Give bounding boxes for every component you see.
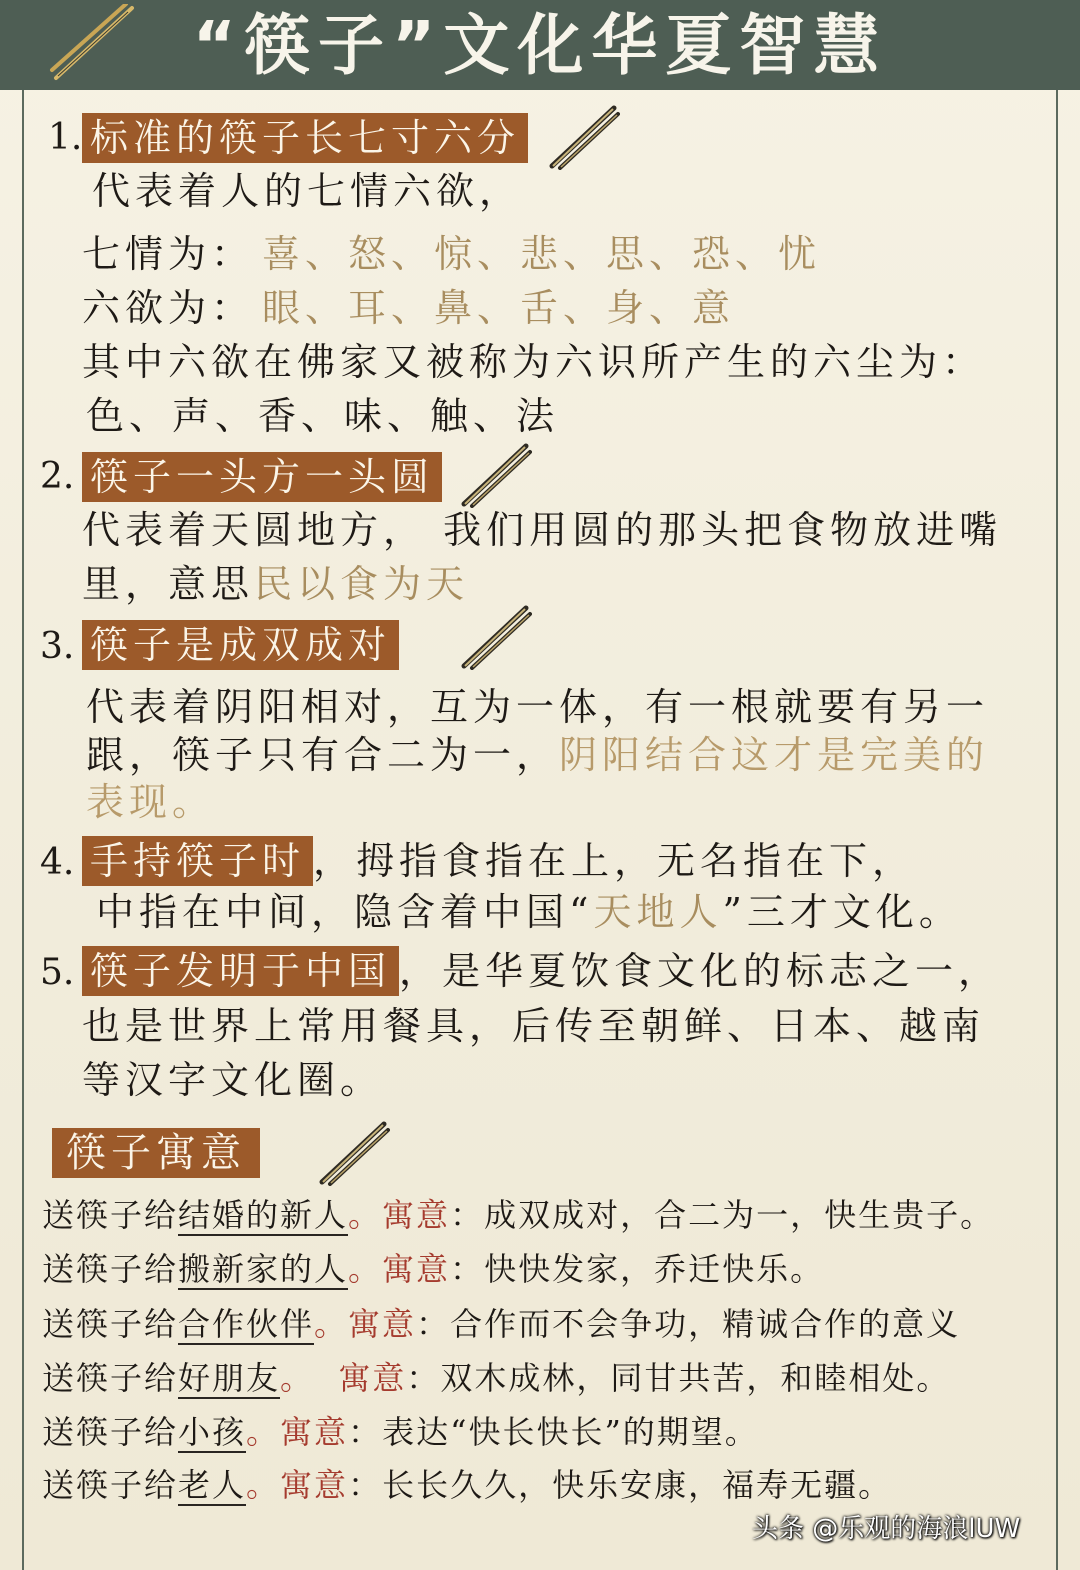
text-line: 代表着人的七情六欲，	[92, 169, 523, 213]
gift-colon: ：	[450, 1196, 485, 1234]
gift-line	[42, 1302, 960, 1346]
gift-meaning-label: 寓意	[382, 1250, 451, 1288]
text-line	[82, 283, 735, 333]
section-heading	[82, 452, 442, 502]
gift-separator: 。	[246, 1466, 281, 1504]
chopsticks-icon	[460, 604, 532, 670]
chopsticks-icon	[548, 104, 620, 170]
section-heading-label: 筷子发明于中国	[82, 946, 399, 996]
chopsticks-icon	[460, 442, 532, 508]
gift-prefix: 送筷子给	[42, 1196, 179, 1234]
text-line: 其中六欲在佛家又被称为六识所产生的六尘为：	[82, 340, 986, 384]
gift-separator: 。	[246, 1413, 281, 1451]
section-heading	[82, 113, 528, 163]
gift-meaning: 长长久久，快乐安康，福寿无疆。	[382, 1466, 893, 1504]
meaning-heading	[52, 1128, 260, 1178]
text-line	[96, 887, 962, 937]
line-highlight: 阴阳结合这才是完美的	[559, 733, 990, 777]
frame-border-right	[1056, 90, 1058, 1570]
gift-meaning-label: 寓意	[280, 1413, 349, 1451]
gift-recipient: 小孩	[178, 1413, 247, 1451]
text-line	[86, 777, 215, 827]
gift-prefix: 送筷子给	[42, 1413, 179, 1451]
text-line	[82, 229, 821, 279]
gift-colon: ：	[406, 1359, 441, 1397]
gift-colon: ：	[348, 1413, 383, 1451]
frame-border-left	[22, 90, 24, 1570]
gift-meaning-label: 寓意	[338, 1359, 407, 1397]
watermark: 头条 @乐观的海浪lUW	[752, 1514, 1021, 1544]
gift-line	[42, 1247, 824, 1291]
gift-meaning-label: 寓意	[280, 1466, 349, 1504]
line-text: 里，意思	[82, 562, 255, 606]
gift-separator: 。	[314, 1305, 349, 1343]
gift-recipient: 结婚的新人	[178, 1196, 349, 1234]
gift-line	[42, 1356, 950, 1400]
gift-colon: ：	[348, 1466, 383, 1504]
gift-recipient: 合作伙伴	[178, 1305, 315, 1343]
gift-meaning: 快快发家，乔迁快乐。	[484, 1250, 825, 1288]
section-heading-label: 标准的筷子长七寸六分	[82, 113, 528, 163]
text-line	[82, 559, 469, 609]
section-heading-label: 手持筷子时	[82, 836, 313, 886]
section-heading-label: 筷子是成双成对	[82, 620, 399, 670]
text-line: 代表着阴阳相对，互为一体，有一根就要有另一	[86, 685, 990, 729]
section-heading	[82, 836, 915, 886]
line-highlight: 表现。	[86, 780, 216, 824]
gift-prefix: 送筷子给	[42, 1359, 179, 1397]
chopsticks-icon	[318, 1120, 390, 1186]
section-heading-label: 筷子一头方一头圆	[82, 452, 442, 502]
page-title: “筷子”文化华夏智慧	[192, 7, 888, 84]
line-label: 七情为：	[82, 232, 255, 276]
gift-meaning-label: 寓意	[382, 1196, 451, 1234]
gift-separator: 。	[348, 1250, 383, 1288]
gift-separator: 。	[280, 1359, 339, 1397]
text-line: 代表着天圆地方， 我们用圆的那头把食物放进嘴	[82, 508, 1003, 552]
gift-line	[42, 1410, 759, 1454]
section-number: 2.	[40, 456, 75, 497]
header-banner	[0, 0, 1080, 90]
line-text: ，是华夏饮食文化的标志之一，	[399, 949, 1002, 993]
gift-recipient: 好朋友	[178, 1359, 281, 1397]
meaning-heading-label: 筷子寓意	[52, 1128, 260, 1178]
line-value: 眼、耳、鼻、舌、身、意	[262, 286, 736, 330]
gift-meaning: 双木成林，同甘共苦，和睦相处。	[440, 1359, 951, 1397]
section-heading	[82, 620, 399, 670]
line-text: 中指在中间，隐含着中国“	[96, 890, 594, 934]
line-label: 六欲为：	[82, 286, 255, 330]
section-number: 3.	[40, 626, 75, 667]
gift-meaning: 表达“快长快长”的期望。	[382, 1413, 759, 1451]
gift-recipient: 老人	[178, 1466, 247, 1504]
text-line	[86, 730, 989, 780]
gift-prefix: 送筷子给	[42, 1305, 179, 1343]
text-line: 等汉字文化圈。	[82, 1058, 384, 1102]
line-text: ”三才文化。	[722, 890, 962, 934]
gift-line	[42, 1463, 892, 1507]
text-line: 也是世界上常用餐具，后传至朝鲜、日本、越南	[82, 1004, 986, 1048]
gift-meaning: 合作而不会争功，精诚合作的意义	[450, 1305, 961, 1343]
gift-separator: 。	[348, 1196, 383, 1234]
gift-prefix: 送筷子给	[42, 1250, 179, 1288]
section-number: 5.	[40, 952, 75, 993]
line-text: 跟，筷子只有合二为一，	[86, 733, 560, 777]
gift-meaning-label: 寓意	[348, 1305, 417, 1343]
text-line: 色、声、香、味、触、法	[86, 394, 560, 438]
gift-line	[42, 1193, 994, 1237]
gift-colon: ：	[416, 1305, 451, 1343]
gift-prefix: 送筷子给	[42, 1466, 179, 1504]
line-highlight: 天地人	[593, 890, 723, 934]
line-highlight: 民以食为天	[254, 562, 470, 606]
gift-meaning: 成双成对，合二为一，快生贵子。	[484, 1196, 995, 1234]
line-value: 喜、怒、惊、悲、思、恐、忧	[262, 232, 822, 276]
line-text: ，拇指食指在上，无名指在下，	[313, 839, 916, 883]
section-heading	[82, 946, 1001, 996]
section-number: 4.	[40, 842, 75, 883]
gift-recipient: 搬新家的人	[178, 1250, 349, 1288]
section-number: 1.	[48, 117, 83, 158]
gift-colon: ：	[450, 1250, 485, 1288]
